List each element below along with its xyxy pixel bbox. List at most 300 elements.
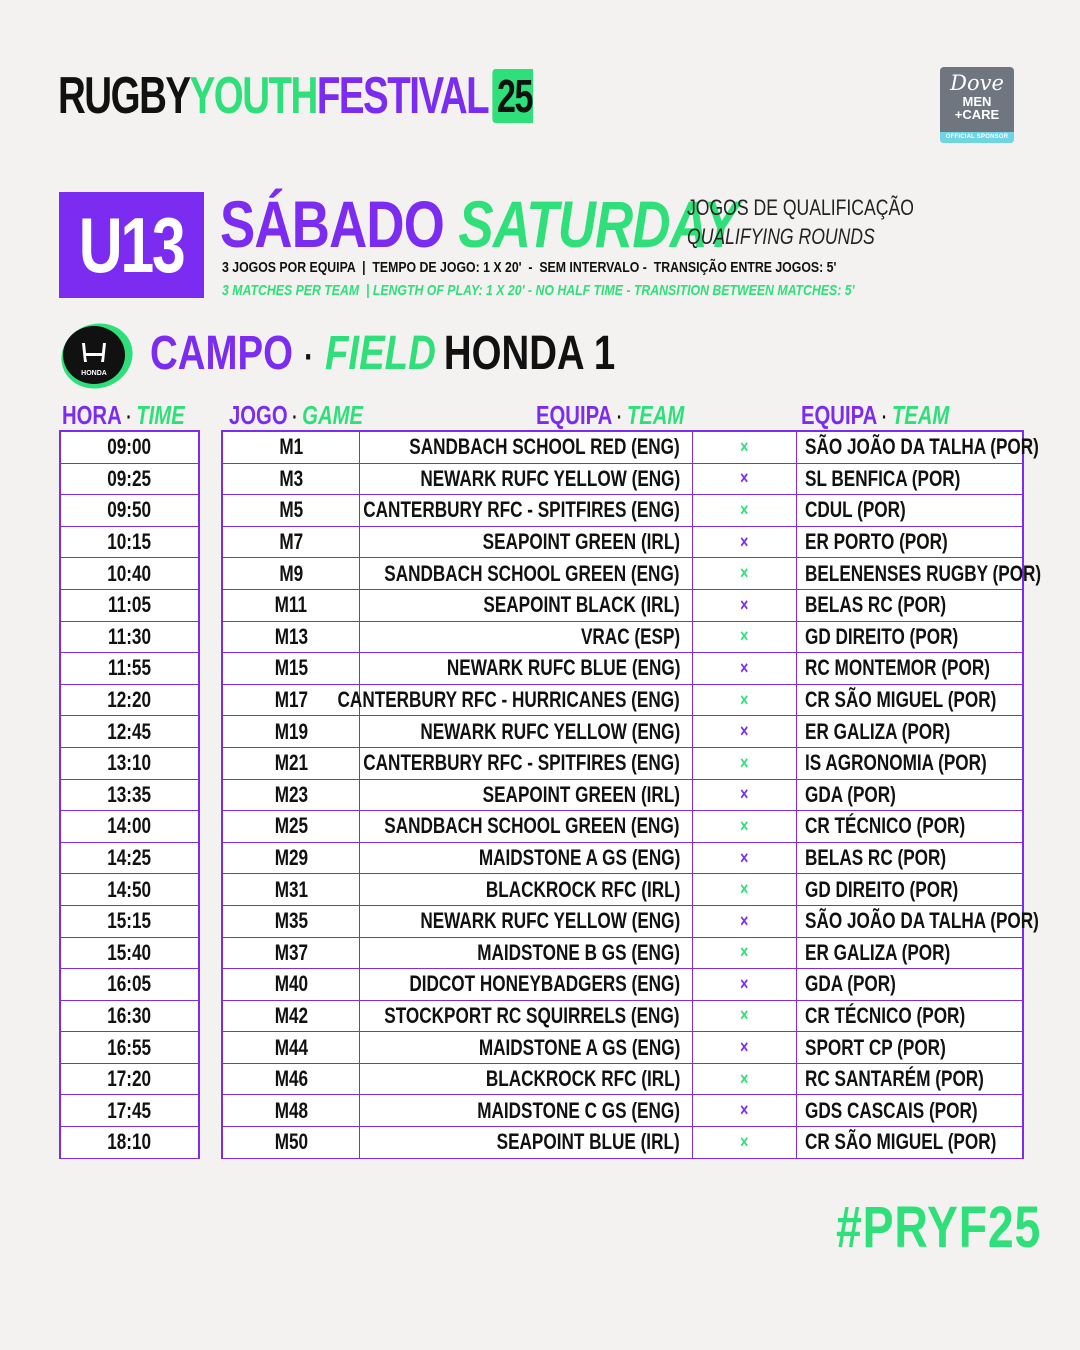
rules-pt: 3 JOGOS POR EQUIPA | TEMPO DE JOGO: 1 X 20' - SEM INTERVALO - TRANSIÇÃO ENTRE JOGOS: 5' xyxy=(222,259,837,276)
match-time: 17:45 xyxy=(107,1097,152,1123)
match-row xyxy=(223,843,1022,875)
match-home-team: CANTERBURY RFC - SPITFIRES (ENG) xyxy=(363,750,680,776)
away-cell xyxy=(797,906,1039,937)
time-cell xyxy=(61,1032,198,1063)
match-row xyxy=(223,906,1039,938)
match-time: 14:25 xyxy=(107,845,152,871)
match-home-team: SANDBACH SCHOOL GREEN (ENG) xyxy=(384,560,680,586)
header-team-home xyxy=(536,399,684,434)
match-game: M21 xyxy=(274,750,308,776)
away-cell xyxy=(797,558,1042,589)
match-home-team: NEWARK RUFC BLUE (ENG) xyxy=(446,655,680,681)
vs-cell xyxy=(693,1001,797,1032)
time-cell xyxy=(61,590,198,621)
logo-rugby: RUGBY xyxy=(58,67,190,125)
away-cell xyxy=(797,527,1021,558)
vs-icon: × xyxy=(740,657,749,678)
vs-icon: × xyxy=(740,594,749,615)
away-cell xyxy=(797,716,1021,747)
time-cell xyxy=(61,622,198,653)
time-row xyxy=(61,1127,198,1159)
away-cell xyxy=(797,1095,1021,1126)
match-time: 15:15 xyxy=(107,908,152,934)
sponsor-logo xyxy=(940,67,1014,143)
match-away-team: RC SANTARÉM (POR) xyxy=(805,1066,984,1092)
home-cell xyxy=(360,622,693,653)
game-cell xyxy=(223,464,360,495)
game-cell xyxy=(223,780,360,811)
match-home-team: SEAPOINT BLUE (IRL) xyxy=(496,1129,680,1155)
vs-icon: × xyxy=(740,879,749,900)
match-game: M23 xyxy=(274,781,308,807)
match-time: 11:05 xyxy=(108,592,151,618)
match-away-team: IS AGRONOMIA (POR) xyxy=(805,750,987,776)
match-away-team: CR SÃO MIGUEL (POR) xyxy=(805,687,997,713)
match-game: M11 xyxy=(274,592,308,618)
home-cell xyxy=(360,1095,693,1126)
match-time: 10:40 xyxy=(107,560,152,586)
time-cell xyxy=(61,1127,198,1158)
time-row xyxy=(61,969,198,1001)
match-row xyxy=(223,938,1022,970)
home-cell xyxy=(360,748,693,779)
match-home-team: SANDBACH SCHOOL GREEN (ENG) xyxy=(384,813,680,839)
vs-cell xyxy=(693,1095,797,1126)
match-time: 17:20 xyxy=(107,1066,152,1092)
vs-cell xyxy=(693,622,797,653)
time-cell xyxy=(61,780,198,811)
match-away-team: SÃO JOÃO DA TALHA (POR) xyxy=(805,434,1039,460)
vs-cell xyxy=(693,843,797,874)
game-cell xyxy=(223,653,360,684)
match-game: M3 xyxy=(279,465,303,491)
home-cell xyxy=(360,653,693,684)
match-away-team: ER GALIZA (POR) xyxy=(805,939,951,965)
match-row xyxy=(223,590,1022,622)
match-game: M37 xyxy=(274,939,308,965)
time-row xyxy=(61,811,198,843)
honda-field-icon xyxy=(58,320,134,390)
match-away-team: SPORT CP (POR) xyxy=(805,1034,946,1060)
game-cell xyxy=(223,495,360,526)
time-row xyxy=(61,464,198,496)
time-row xyxy=(61,1095,198,1127)
time-row xyxy=(61,590,198,622)
game-cell xyxy=(223,590,360,621)
header-team2-en: TEAM xyxy=(891,400,950,430)
honda-icon-text: HONDA xyxy=(81,370,107,377)
match-home-team: CANTERBURY RFC - HURRICANES (ENG) xyxy=(337,687,680,713)
match-time: 11:55 xyxy=(108,655,151,681)
home-cell xyxy=(360,969,693,1000)
home-cell xyxy=(360,464,693,495)
match-away-team: BELAS RC (POR) xyxy=(805,845,947,871)
match-time: 09:00 xyxy=(107,434,152,460)
time-cell xyxy=(61,1064,198,1095)
sponsor-brand: Dove xyxy=(950,71,1004,95)
logo-year: 25 xyxy=(493,69,533,123)
vs-cell xyxy=(693,1032,797,1063)
time-cell xyxy=(61,938,198,969)
vs-icon: × xyxy=(740,815,749,836)
vs-cell xyxy=(693,874,797,905)
field-title xyxy=(150,326,732,382)
match-time: 11:30 xyxy=(108,623,151,649)
away-cell xyxy=(797,685,1021,716)
game-cell xyxy=(223,558,360,589)
match-home-team: DIDCOT HONEYBADGERS (ENG) xyxy=(409,971,680,997)
vs-icon: × xyxy=(740,499,749,520)
time-row xyxy=(61,938,198,970)
time-cell xyxy=(61,527,198,558)
home-cell xyxy=(360,906,693,937)
time-cell xyxy=(61,558,198,589)
away-cell xyxy=(797,464,1021,495)
vs-cell xyxy=(693,685,797,716)
away-cell xyxy=(797,432,1039,463)
vs-cell xyxy=(693,558,797,589)
away-cell xyxy=(797,1032,1021,1063)
match-row xyxy=(223,748,1022,780)
game-cell xyxy=(223,874,360,905)
away-cell xyxy=(797,843,1021,874)
match-time: 18:10 xyxy=(107,1129,152,1155)
time-cell xyxy=(61,464,198,495)
field-name: HONDA 1 xyxy=(443,327,616,380)
match-row xyxy=(223,1032,1022,1064)
day-pt: SÁBADO xyxy=(220,187,445,261)
vs-icon: × xyxy=(740,1131,749,1152)
match-away-team: GD DIREITO (POR) xyxy=(805,876,959,902)
match-time: 12:45 xyxy=(107,718,152,744)
rules-en: 3 MATCHES PER TEAM | LENGTH OF PLAY: 1 X 20' - NO HALF TIME - TRANSITION BETWEEN MATCHES: 5' xyxy=(222,282,855,299)
game-cell xyxy=(223,527,360,558)
match-row xyxy=(223,811,1022,843)
header-team2-pt: EQUIPA xyxy=(801,400,878,430)
away-cell xyxy=(797,653,1021,684)
time-row xyxy=(61,653,198,685)
time-cell xyxy=(61,1095,198,1126)
vs-cell xyxy=(693,780,797,811)
vs-icon: × xyxy=(740,689,749,710)
vs-icon: × xyxy=(740,1100,749,1121)
vs-cell xyxy=(693,938,797,969)
home-cell xyxy=(360,432,693,463)
home-cell xyxy=(360,495,693,526)
match-away-team: SL BENFICA (POR) xyxy=(805,465,961,491)
vs-icon: × xyxy=(740,1005,749,1026)
away-cell xyxy=(797,1127,1021,1158)
match-game: M1 xyxy=(279,434,303,460)
match-away-team: GDS CASCAIS (POR) xyxy=(805,1097,978,1123)
game-cell xyxy=(223,748,360,779)
field-separator: · xyxy=(304,336,314,377)
match-time: 12:20 xyxy=(107,687,152,713)
match-game: M29 xyxy=(274,845,308,871)
time-cell xyxy=(61,843,198,874)
match-home-team: SANDBACH SCHOOL RED (ENG) xyxy=(409,434,680,460)
match-away-team: GDA (POR) xyxy=(805,971,896,997)
match-home-team: BLACKROCK RFC (IRL) xyxy=(485,1066,680,1092)
logo-youth: YOUTH xyxy=(189,67,317,125)
match-away-team: CR SÃO MIGUEL (POR) xyxy=(805,1129,997,1155)
home-cell xyxy=(360,780,693,811)
away-cell xyxy=(797,495,1021,526)
time-cell xyxy=(61,716,198,747)
game-cell xyxy=(223,1032,360,1063)
home-cell xyxy=(360,811,693,842)
match-home-team: MAIDSTONE A GS (ENG) xyxy=(478,845,680,871)
match-time: 09:25 xyxy=(107,465,152,491)
category-badge xyxy=(59,192,204,298)
match-away-team: CR TÉCNICO (POR) xyxy=(805,813,966,839)
match-home-team: MAIDSTONE B GS (ENG) xyxy=(477,939,680,965)
away-cell xyxy=(797,748,1021,779)
game-cell xyxy=(223,811,360,842)
sponsor-tag: OFFICIAL SPONSOR xyxy=(940,132,1014,143)
vs-icon: × xyxy=(740,721,749,742)
home-cell xyxy=(360,874,693,905)
time-cell xyxy=(61,432,198,463)
time-table xyxy=(59,430,200,1159)
match-game: M25 xyxy=(274,813,308,839)
vs-cell xyxy=(693,590,797,621)
match-time: 16:30 xyxy=(107,1002,152,1028)
time-row xyxy=(61,780,198,812)
match-away-team: ER PORTO (POR) xyxy=(805,529,948,555)
vs-cell xyxy=(693,906,797,937)
vs-icon: × xyxy=(740,531,749,552)
vs-icon: × xyxy=(740,468,749,489)
category-label: U13 xyxy=(79,200,184,289)
game-cell xyxy=(223,938,360,969)
header-sep: · xyxy=(616,407,623,429)
match-away-team: BELAS RC (POR) xyxy=(805,592,947,618)
match-game: M9 xyxy=(279,560,303,586)
vs-icon: × xyxy=(740,910,749,931)
match-row xyxy=(223,1127,1022,1159)
hashtag: #PRYF25 xyxy=(836,1195,1042,1260)
vs-icon: × xyxy=(740,973,749,994)
header-sep: · xyxy=(881,407,888,429)
time-cell xyxy=(61,874,198,905)
match-home-team: MAIDSTONE A GS (ENG) xyxy=(478,1034,680,1060)
away-cell xyxy=(797,938,1021,969)
field-label-pt: CAMPO xyxy=(150,327,293,380)
time-cell xyxy=(61,495,198,526)
home-cell xyxy=(360,1064,693,1095)
header-time xyxy=(62,399,185,434)
away-cell xyxy=(797,622,1021,653)
vs-cell xyxy=(693,495,797,526)
match-away-team: CDUL (POR) xyxy=(805,497,906,523)
game-cell xyxy=(223,1064,360,1095)
match-row xyxy=(223,653,1022,685)
match-time: 16:55 xyxy=(107,1034,152,1060)
match-home-team: BLACKROCK RFC (IRL) xyxy=(485,876,680,902)
match-time: 13:35 xyxy=(107,781,152,807)
vs-cell xyxy=(693,527,797,558)
match-away-team: ER GALIZA (POR) xyxy=(805,718,951,744)
time-row xyxy=(61,906,198,938)
time-row xyxy=(61,495,198,527)
vs-cell xyxy=(693,432,797,463)
vs-cell xyxy=(693,811,797,842)
match-game: M7 xyxy=(279,529,303,555)
match-row xyxy=(223,527,1022,559)
time-row xyxy=(61,1064,198,1096)
match-row xyxy=(223,1064,1022,1096)
vs-cell xyxy=(693,653,797,684)
match-game: M42 xyxy=(274,1002,308,1028)
match-home-team: NEWARK RUFC YELLOW (ENG) xyxy=(420,718,680,744)
match-away-team: GDA (POR) xyxy=(805,781,896,807)
time-row xyxy=(61,1032,198,1064)
match-row xyxy=(223,716,1022,748)
home-cell xyxy=(360,1127,693,1158)
game-cell xyxy=(223,432,360,463)
vs-cell xyxy=(693,716,797,747)
match-game: M17 xyxy=(274,687,308,713)
vs-icon: × xyxy=(740,752,749,773)
match-game: M31 xyxy=(274,876,308,902)
vs-icon: × xyxy=(740,784,749,805)
away-cell xyxy=(797,969,1021,1000)
match-time: 15:40 xyxy=(107,939,152,965)
time-cell xyxy=(61,1001,198,1032)
match-row xyxy=(223,622,1022,654)
time-cell xyxy=(61,653,198,684)
away-cell xyxy=(797,780,1021,811)
match-table xyxy=(221,430,1042,1159)
home-cell xyxy=(360,843,693,874)
time-row xyxy=(61,716,198,748)
match-time: 09:50 xyxy=(107,497,152,523)
round-pt: JOGOS DE QUALIFICAÇÃO xyxy=(687,195,914,220)
match-row xyxy=(223,464,1022,496)
vs-cell xyxy=(693,748,797,779)
match-game: M35 xyxy=(274,908,308,934)
game-cell xyxy=(223,1127,360,1158)
match-time: 10:15 xyxy=(107,529,152,555)
time-row xyxy=(61,1001,198,1033)
match-home-team: SEAPOINT GREEN (IRL) xyxy=(482,781,680,807)
match-row xyxy=(223,969,1022,1001)
round-label xyxy=(687,193,914,251)
vs-cell xyxy=(693,1127,797,1158)
time-cell xyxy=(61,811,198,842)
home-cell xyxy=(337,685,693,716)
header-sep: · xyxy=(292,407,298,429)
time-cell xyxy=(61,748,198,779)
game-cell xyxy=(223,1095,360,1126)
game-cell xyxy=(223,906,360,937)
festival-logo xyxy=(58,66,533,126)
away-cell xyxy=(797,590,1021,621)
match-row xyxy=(223,432,1039,464)
header-sep: · xyxy=(126,407,132,429)
header-team-away xyxy=(801,399,949,434)
home-cell xyxy=(360,1032,693,1063)
vs-icon: × xyxy=(740,563,749,584)
match-game: M15 xyxy=(274,655,308,681)
away-cell xyxy=(797,1064,1021,1095)
home-cell xyxy=(360,558,693,589)
header-time-en: TIME xyxy=(136,400,185,430)
match-row xyxy=(223,1001,1022,1033)
match-home-team: NEWARK RUFC YELLOW (ENG) xyxy=(420,465,680,491)
time-row xyxy=(61,432,198,464)
match-home-team: CANTERBURY RFC - SPITFIRES (ENG) xyxy=(363,497,680,523)
vs-icon: × xyxy=(740,942,749,963)
match-away-team: SÃO JOÃO DA TALHA (POR) xyxy=(805,908,1039,934)
match-away-team: GD DIREITO (POR) xyxy=(805,623,959,649)
match-home-team: SEAPOINT GREEN (IRL) xyxy=(482,529,680,555)
match-home-team: SEAPOINT BLACK (IRL) xyxy=(483,592,680,618)
match-game: M44 xyxy=(274,1034,308,1060)
home-cell xyxy=(360,1001,693,1032)
day-en: SATURDAY xyxy=(458,187,738,261)
away-cell xyxy=(797,1001,1021,1032)
game-cell xyxy=(223,843,360,874)
field-label-en: FIELD xyxy=(324,327,436,380)
match-row xyxy=(223,874,1022,906)
match-time: 13:10 xyxy=(107,750,152,776)
away-cell xyxy=(797,811,1021,842)
game-cell xyxy=(223,1001,360,1032)
vs-icon: × xyxy=(740,1037,749,1058)
match-game: M46 xyxy=(274,1066,308,1092)
match-away-team: RC MONTEMOR (POR) xyxy=(805,655,990,681)
game-cell xyxy=(223,716,360,747)
sponsor-line1: MEN xyxy=(962,94,992,109)
vs-cell xyxy=(693,1064,797,1095)
match-away-team: BELENENSES RUGBY (POR) xyxy=(805,560,1042,586)
time-row xyxy=(61,874,198,906)
away-cell xyxy=(797,874,1021,905)
sponsor-line2: +CARE xyxy=(954,107,1000,122)
home-cell xyxy=(360,716,693,747)
header-team-pt: EQUIPA xyxy=(536,400,613,430)
time-row xyxy=(61,685,198,717)
vs-icon: × xyxy=(740,436,749,457)
match-game: M40 xyxy=(274,971,308,997)
match-game: M48 xyxy=(274,1097,308,1123)
match-row xyxy=(223,780,1022,812)
vs-icon: × xyxy=(740,626,749,647)
match-time: 14:50 xyxy=(107,876,152,902)
vs-icon: × xyxy=(740,847,749,868)
time-cell xyxy=(61,906,198,937)
home-cell xyxy=(360,590,693,621)
vs-icon: × xyxy=(740,1068,749,1089)
match-game: M50 xyxy=(274,1129,308,1155)
match-row xyxy=(223,1095,1022,1127)
time-row xyxy=(61,622,198,654)
home-cell xyxy=(360,527,693,558)
match-home-team: STOCKPORT RC SQUIRRELS (ENG) xyxy=(384,1002,680,1028)
vs-cell xyxy=(693,464,797,495)
match-row xyxy=(223,495,1022,527)
time-row xyxy=(61,748,198,780)
match-time: 14:00 xyxy=(107,813,152,839)
time-cell xyxy=(61,969,198,1000)
vs-cell xyxy=(693,969,797,1000)
game-cell xyxy=(223,969,360,1000)
match-game: M13 xyxy=(274,623,308,649)
round-en: QUALIFYING ROUNDS xyxy=(687,224,875,249)
time-cell xyxy=(61,685,198,716)
